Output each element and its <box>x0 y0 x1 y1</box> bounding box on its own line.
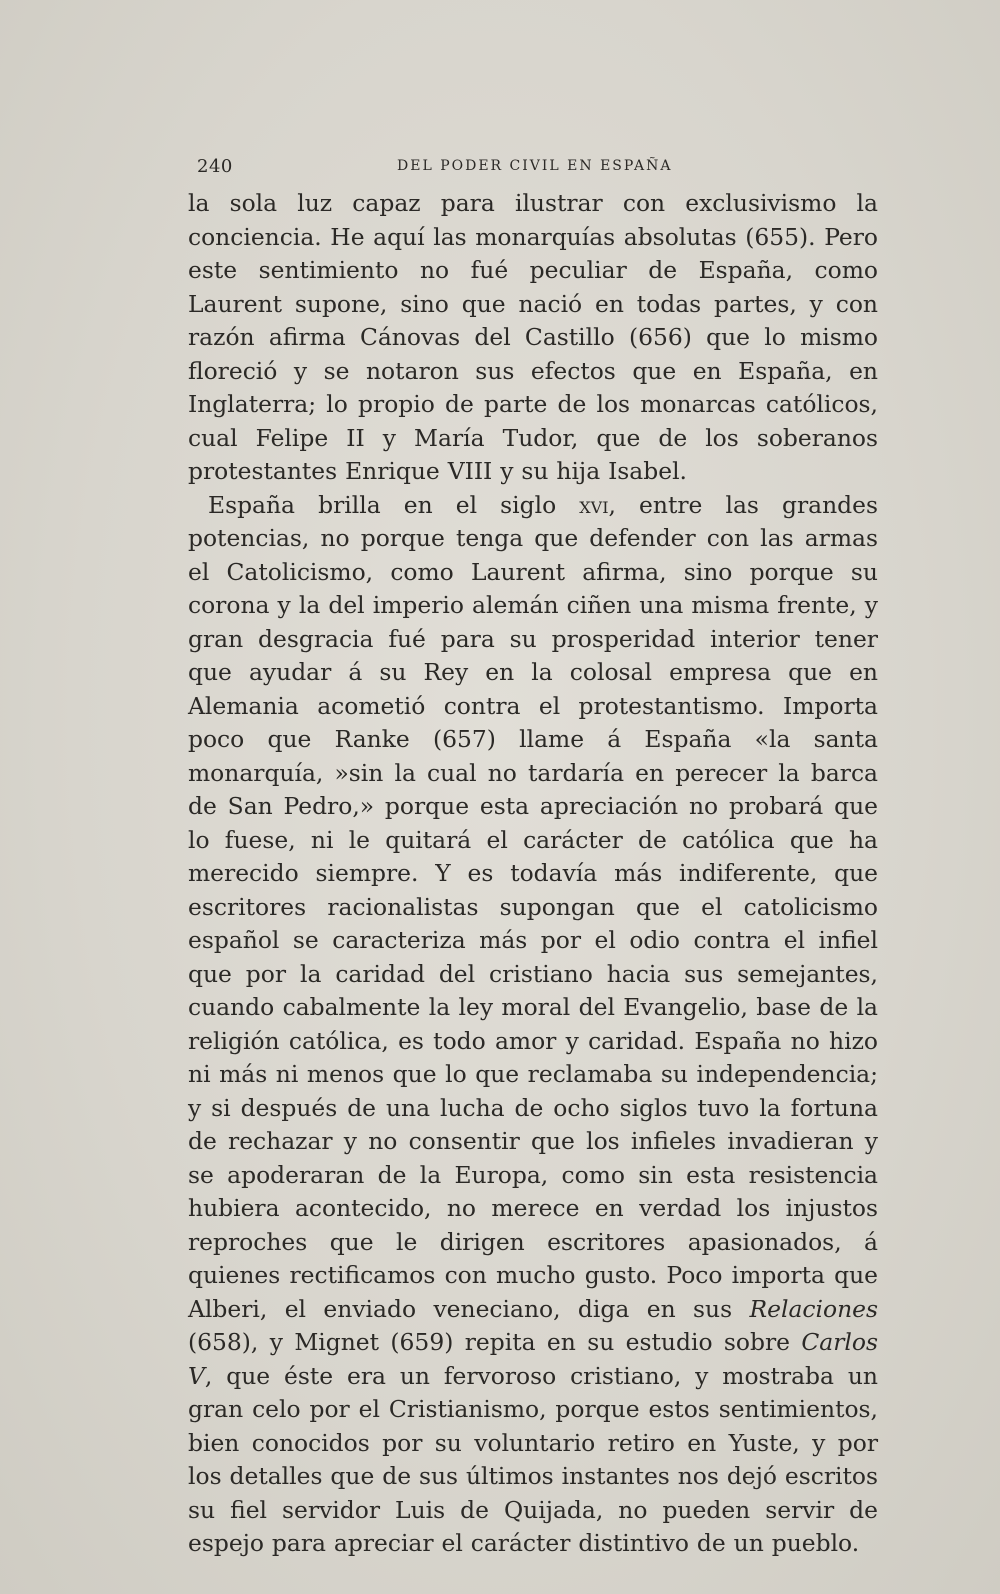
text-run: Relaciones <box>749 1294 878 1323</box>
text-run: xvi <box>579 490 609 519</box>
running-title: DEL PODER CIVIL EN ESPAÑA <box>397 158 673 174</box>
paragraph-2 <box>188 489 878 1561</box>
page-number: 240 <box>197 156 233 177</box>
text-run: España brilla en el siglo <box>208 490 580 519</box>
text-run: la sola luz capaz para ilustrar con exclusivismo la conciencia. He aquí las monarquías absolutas (655). Pero este sentimiento no fué peculiar de España, como Laurent supone, sino que nació en todas partes, y con razón afirma Cánovas del Castillo (656) que lo mismo floreció y se notaron sus efectos que en España, en Inglaterra; lo propio de parte de los monarcas católicos, cual Felipe II y María Tudor, que de los soberanos protestantes Enrique VIII y su hija Isabel. <box>188 189 878 485</box>
text-run: (658), y Mignet (659) repita en su estudio sobre <box>188 1328 802 1356</box>
body-text <box>188 187 878 1561</box>
running-head <box>197 156 877 182</box>
paragraph-1 <box>188 187 878 489</box>
text-run: Carlos V <box>188 1328 878 1390</box>
text-run: , entre las grandes potencias, no porque tenga que defender con las armas el Catolicismo, como Laurent afirma, sino porque su corona y la del imperio alemán ciñen una misma frente, y gran desgracia fué para su prosperidad interior tener que ayudar á su Rey en la colosal empresa que en Alemania acometió contra el protestantismo. Importa poco que Ranke (657) llame á España «la santa monarquía, »sin la cual no tardaría en perecer la barca de San Pedro,» porque esta apreciación no probará que lo fuese, ni le quitará el carácter de católica que ha merecido siempre. Y es todavía más indiferente, que escritores racionalistas supongan que el catolicismo español se caracteriza más por el odio contra el infiel que por la caridad del cristiano hacia sus semejantes, cuando cabalmente la ley moral del Evangelio, base de la religión católica, es todo amor y caridad. España no hizo ni más ni menos que lo que reclamaba su independencia; y si después de una lucha de ocho siglos tuvo la fortuna de rechazar y no consentir que los infieles invadieran y se apoderaran de la Europa, como sin esta resistencia hubiera acontecido, no merece en verdad los injustos reproches que le dirigen escritores apasionados, á quienes rectificamos con mucho gusto. Poco importa que Alberi, el enviado veneciano, diga en sus <box>188 490 878 1323</box>
text-run: , que éste era un fervoroso cristiano, y mostraba un gran celo por el Cristianismo, porque estos sentimientos, bien conocidos por su voluntario retiro en Yuste, y por los detalles que de sus últimos instantes nos dejó escritos su fiel servidor Luis de Quijada, no pueden servir de espejo para apreciar el carácter distintivo de un pueblo. <box>188 1361 879 1557</box>
